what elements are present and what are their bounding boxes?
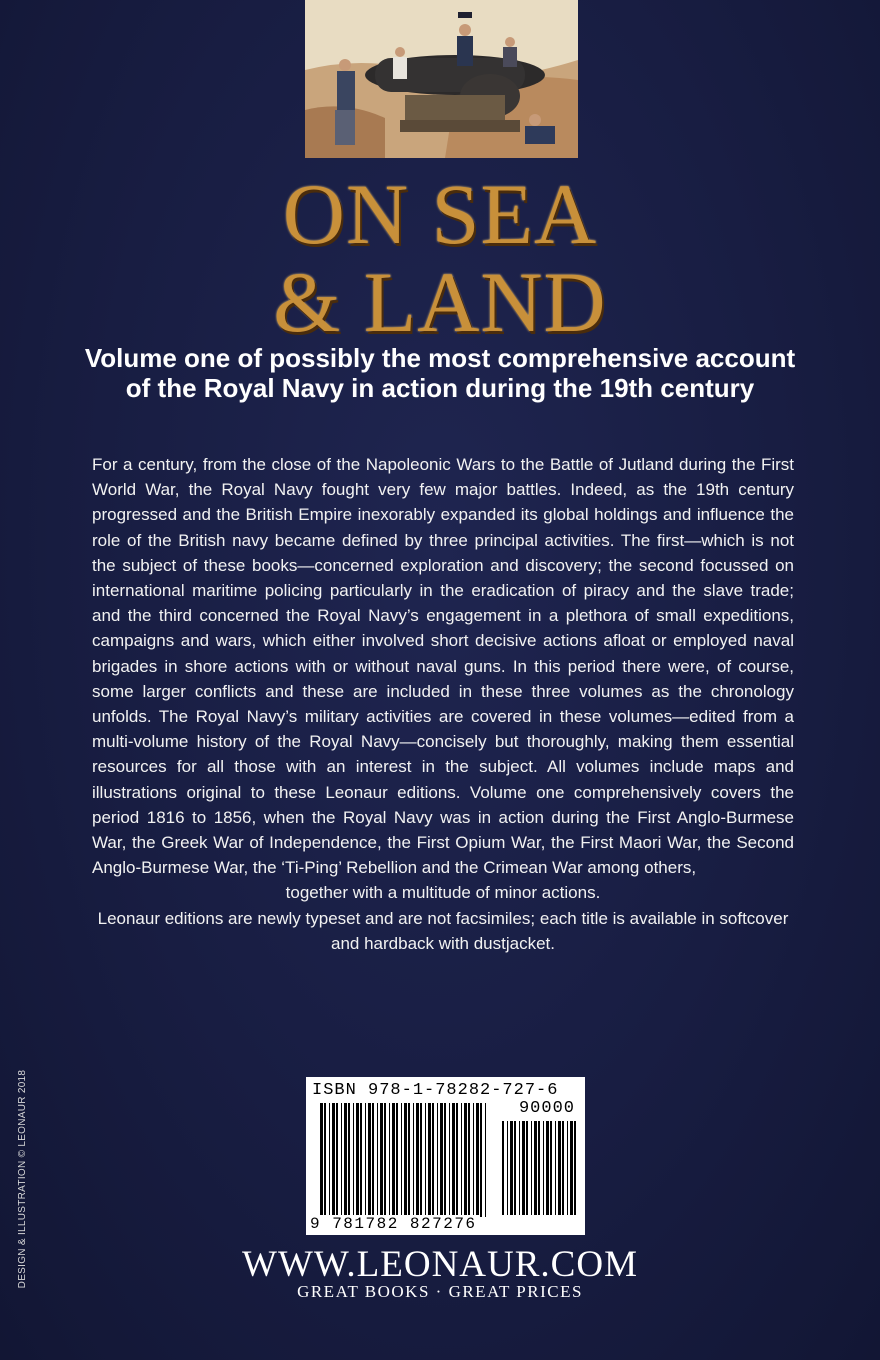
isbn-text: ISBN 978-1-78282-727-6 — [312, 1081, 559, 1100]
barcode-bars — [320, 1103, 490, 1217]
barcode — [306, 1077, 585, 1235]
barcode-addon-text: 90000 — [518, 1099, 575, 1118]
tagline: Volume one of possibly the most comprehensive account of the Royal Navy in action during the 19th century — [84, 343, 796, 403]
cover-illustration — [305, 0, 578, 158]
series-title-line-1: ON SEA — [282, 166, 598, 262]
blurb — [92, 452, 794, 956]
ean-digits: 9 781782 827276 — [310, 1215, 477, 1233]
blurb-paragraph-2: Leonaur editions are newly typeset and are not facsimiles; each title is available in softcover and hardback with dustjacket. — [97, 908, 789, 953]
publisher-slogan: GREAT BOOKS · GREAT PRICES — [297, 1282, 583, 1301]
blurb-paragraph-1: For a century, from the close of the Napoleonic Wars to the Battle of Jutland during the First World War, the Royal Navy fought very few major battles. Indeed, as the 19th century progressed and the British Empire inexorably expanded its global holdings and influence the role of the British navy became defined by three principal activities. The first—which is not the subject of these books—concerned exploration and discovery; the second focussed on international maritime policing particularly in the eradication of piracy and the slave trade; and the third concerned the Royal Navy’s engagement in a plethora of small expeditions, campaigns and wars, which either involved short decisive actions afloat or employed naval brigades in shore actions with or without naval guns. In this period there were, of course, some larger conflicts and these are included in these three volumes as the chronology unfolds. The Royal Navy’s military activities are covered in these volumes—edited from a multi-volume history of the Royal Navy—concisely but thoroughly, making them essential resources for all those with an interest in the subject. All volumes include maps and illustrations original to these Leonaur editions. Volume one comprehensively covers the period 1816 to 1856, when the Royal Navy was in action during the First Anglo-Burmese War, the Greek War of Independence, the First Opium War, the First Maori War, the Second Anglo-Burmese War, the ‘Ti-Ping’ Rebellion and the Crimean War among others, — [92, 455, 794, 878]
design-credit: DESIGN & ILLUSTRATION © LEONAUR 2018 — [17, 1069, 28, 1289]
series-title — [0, 166, 880, 350]
blurb-paragraph-1-end: together with a multitude of minor actions. — [285, 883, 601, 903]
website-url: WWW.LEONAUR.COM — [242, 1244, 638, 1285]
barcode-addon-bars — [502, 1121, 576, 1215]
series-title-line-2: & LAND — [273, 254, 607, 350]
